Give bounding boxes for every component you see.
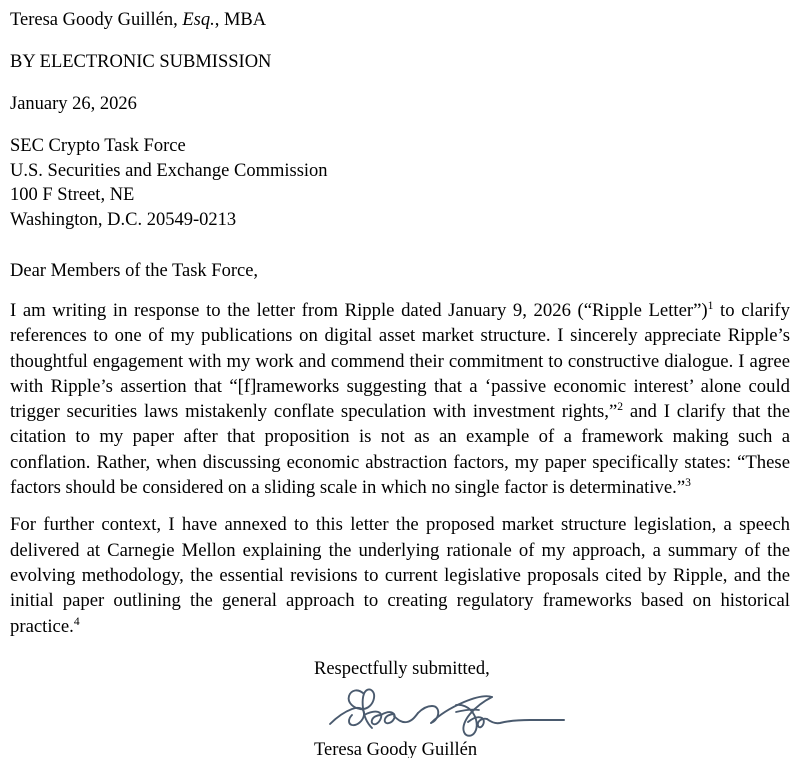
footnote-marker-4[interactable]: 4	[73, 614, 80, 628]
submission-method: BY ELECTRONIC SUBMISSION	[10, 52, 272, 72]
paragraph-1-segment-b: to clarify references to one of my publications on digital asset market structure. I sincerely appreciate Ripple’s thoughtful engagement with my work and commend their commitment to constructive dialogue. I agree with Ripple’s assertion that “[f]rameworks suggesting that a ‘passive economic interest’ alone could trigger securities laws mistakenly conflate speculation with investment rights,”	[10, 300, 790, 423]
spacer	[10, 75, 790, 92]
spacer	[10, 117, 790, 134]
spacer	[10, 232, 790, 249]
salutation: Dear Members of the Task Force,	[10, 261, 259, 281]
recipient-line-2: U.S. Securities and Exchange Commission	[10, 160, 328, 181]
spacer	[10, 284, 790, 298]
recipient-address-block	[10, 134, 790, 232]
paragraph-1-segment-a: I am writing in response to the letter from Ripple dated January 9, 2026 (“Ripple Letter”)	[10, 300, 708, 321]
letterhead-name	[10, 0, 790, 33]
footnote-marker-1[interactable]: 1	[707, 298, 714, 312]
letterhead-credential: Esq.	[182, 10, 215, 30]
footnote-marker-2[interactable]: 2	[617, 399, 624, 413]
paragraph-1-segment-c: and I clarify that the citation to my paper after that proposition is not as an example of a framework making such a conflation. Rather, when discussing economic abstraction factors, my paper specifically states: “These factors should be considered on a sliding scale in which no single factor is determinative.”	[10, 401, 790, 499]
letterhead-name-suffix: , MBA	[214, 10, 267, 30]
signature-block	[10, 657, 790, 758]
footnote-marker-3[interactable]: 3	[685, 475, 691, 489]
handwritten-signature-image	[318, 684, 578, 740]
letterhead-name-text: Teresa Goody Guillén,	[10, 10, 183, 30]
recipient-line-1: SEC Crypto Task Force	[10, 136, 186, 156]
signer-name: Teresa Goody Guillén	[314, 739, 478, 758]
recipient-line-3: 100 F Street, NE	[10, 185, 135, 205]
closing-salutation: Respectfully submitted,	[314, 658, 490, 679]
spacer	[10, 33, 790, 50]
recipient-line-4: Washington, D.C. 20549-0213	[10, 209, 237, 230]
body-paragraph-2	[10, 512, 790, 638]
letter-date: January 26, 2026	[10, 94, 137, 114]
spacer	[10, 249, 790, 259]
paragraph-2-segment-a: For further context, I have annexed to this letter the proposed market structure legislation, a speech delivered at Carnegie Mellon explaining the underlying rationale of my approach, a summary of the evolving methodology, the essential revisions to current legislative proposals cited by Ripple, and the initial paper outlining the general approach to creating regulatory frameworks based on historical practice.	[10, 514, 790, 637]
body-paragraph-1	[10, 298, 790, 500]
